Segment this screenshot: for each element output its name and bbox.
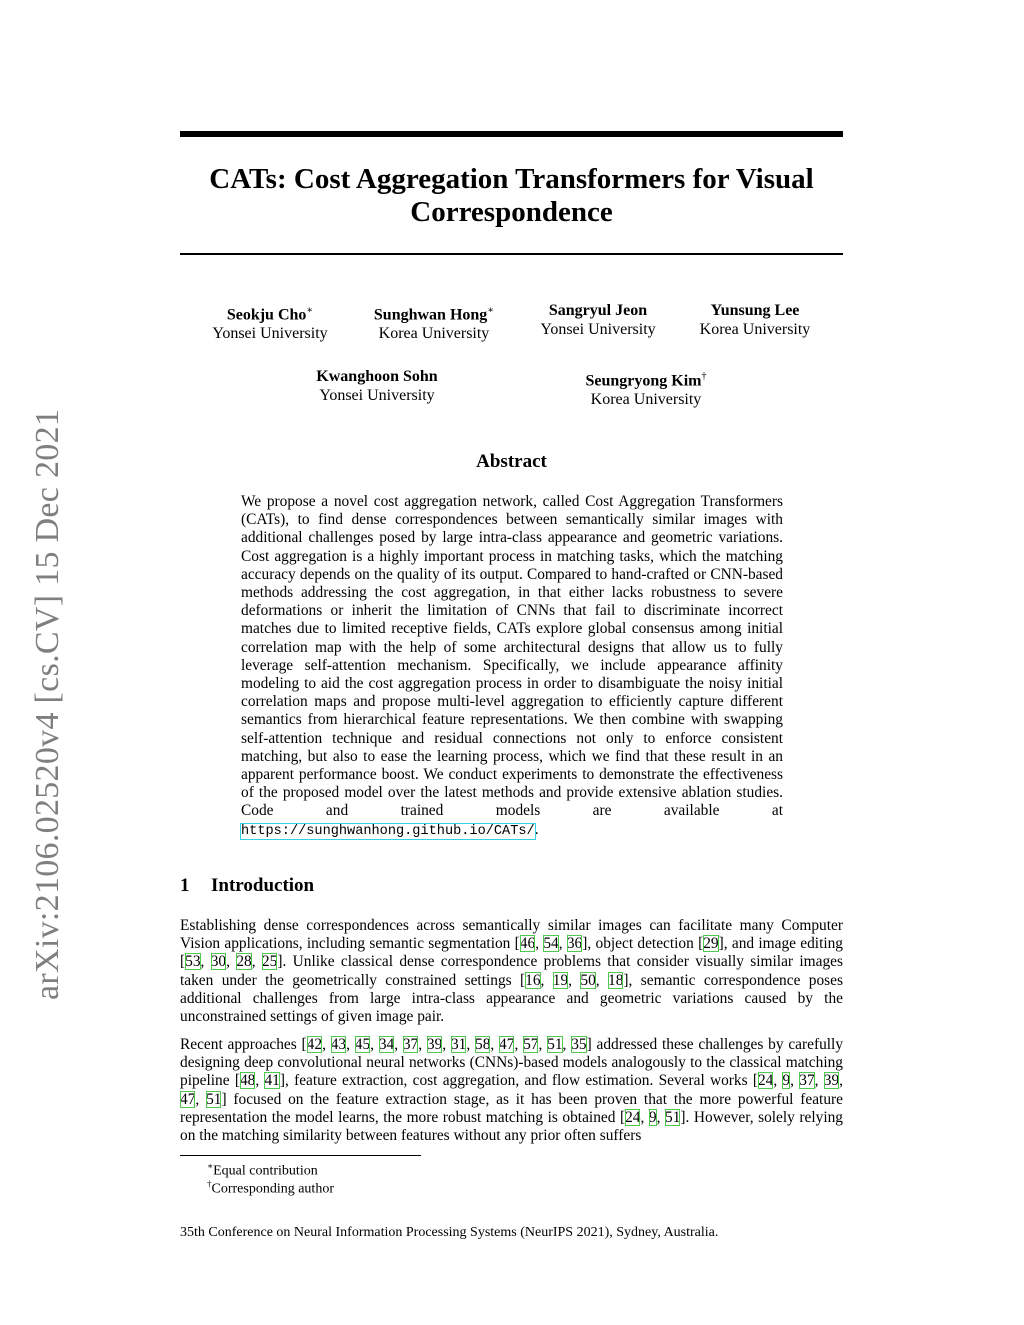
citation-link[interactable]: 57 (523, 1036, 539, 1053)
author-affiliation: Yonsei University (540, 321, 656, 338)
paragraph-text: ]. However, solely relying on the matching similarity between features without any prior often suffers (180, 1108, 844, 1145)
author-block (302, 367, 452, 405)
paragraph-text: , (466, 1036, 475, 1053)
citation-link[interactable]: 51 (206, 1090, 222, 1108)
paragraph-text: , (640, 1108, 649, 1126)
citation-link[interactable]: 19 (552, 971, 569, 989)
paragraph-text: , (442, 1036, 451, 1053)
paragraph-text: Establishing dense correspondences across semantically similar images can facilitate many Computer Vision applications, including semantic segmentation [ (180, 917, 843, 953)
author-affiliation: Korea University (590, 391, 702, 409)
paragraph-text: , (370, 1036, 379, 1053)
citation-link[interactable]: 41 (264, 1072, 280, 1090)
author-block (570, 367, 722, 409)
section-title: Introduction (211, 875, 315, 896)
author-affiliation: Yonsei University (212, 325, 328, 343)
citation-link[interactable]: 39 (426, 1036, 443, 1053)
citation-link[interactable]: 53 (185, 953, 201, 971)
paper-title (180, 163, 843, 229)
paragraph-text: ] focused on the feature extraction stage, as it has been proven that the more powerful feature representation the model learns, the more robust matching is obtained [ (180, 1090, 843, 1126)
intro-paragraph-1 (180, 917, 843, 1026)
paragraph-text: , (538, 1036, 548, 1053)
citation-link[interactable]: 34 (378, 1036, 395, 1053)
paragraph-text: ], feature extraction, cost aggregation, and flow estimation. Several works [ (279, 1072, 758, 1090)
paragraph-text: , (514, 1036, 524, 1053)
title-top-rule (180, 131, 843, 137)
author-block (200, 301, 340, 343)
author-affiliation: Yonsei University (319, 387, 435, 404)
paragraph-text: , (595, 971, 609, 989)
author-affiliation: Korea University (699, 321, 811, 338)
citation-link[interactable]: 9 (648, 1108, 657, 1126)
title-bottom-rule (180, 253, 843, 255)
intro-paragraph-2 (180, 1036, 843, 1145)
paragraph-text: , (540, 971, 553, 989)
citation-link[interactable]: 25 (261, 953, 278, 971)
paragraph-text: , (814, 1072, 824, 1090)
citation-link[interactable]: 39 (823, 1072, 840, 1090)
paragraph-text: , (535, 935, 544, 953)
paragraph-text: ]. Unlike classical dense correspondence problems that consider visually similar images taken under the geometrically constrained settings [ (180, 953, 843, 989)
citation-link[interactable]: 45 (354, 1036, 371, 1053)
paragraph-text: , (255, 1072, 265, 1090)
paragraph-text: , (251, 953, 262, 971)
paragraph-text: Recent approaches [ (180, 1036, 307, 1053)
code-url-link[interactable]: https://sunghwanhong.github.io/CATs/ (241, 823, 535, 839)
paragraph-text: , (226, 953, 237, 971)
paragraph-text: , (346, 1036, 355, 1053)
author-name: Seokju Cho∗ (226, 305, 314, 324)
conference-footer: 35th Conference on Neural Information Processing Systems (NeurIPS 2021), Sydney, Australia. (180, 1225, 719, 1240)
author-name: Seungryong Kim† (585, 371, 707, 390)
paragraph-text: , (562, 1036, 572, 1053)
footnote-corresponding-author: †Corresponding author (207, 1179, 334, 1197)
citation-link[interactable]: 50 (580, 971, 596, 989)
citation-link[interactable]: 28 (236, 953, 252, 971)
paragraph-text: ] addressed these challenges by carefully designing deep convolutional neural networks (CNNs)-based models analogously to the classical matching pipeline [ (180, 1036, 844, 1090)
citation-link[interactable]: 16 (525, 971, 541, 989)
title-line-2: Correspondence (410, 196, 613, 228)
author-name: Kwanghoon Sohn (316, 368, 438, 385)
paragraph-text: , (394, 1036, 403, 1053)
abstract-text: We propose a novel cost aggregation network, called Cost Aggregation Transformers (CATs), to find dense correspondences between semantically similar images with additional challenges posed by large intra-class appearance and geometric variations. Cost aggregation is a highly important process in matching tasks, which the matching accuracy depends on the quality of its output. Compared to hand-crafted or CNN-based methods addressing the cost aggregation, in that either lacks robustness to severe deformations or inherit the limitation of CNNs that fail to discriminate incorrect matches due to limited receptive fields, CATs explore global consensus among initial correlation map with the help of some architectural designs that allow us to fully leverage self-attention mechanism. Specifically, we include appearance affinity modeling to aid the cost aggregation process in order to disambiguate the noisy initial correlation maps and propose multi-level aggregation to efficiently capture different semantics from hierarchical feature representations. We then combine with swapping self-attention technique and residual connections not only to enforce consistent matching, but also to ease the learning process, which we find that these result in an apparent performance boost. We conduct experiments to demonstrate the effectiveness of the proposed model over the latest methods and provide extensive ablation studies. Code and trained models are available at (241, 493, 783, 820)
arxiv-sidebar-id: arXiv:2106.02520v4 [cs.CV] 15 Dec 2021 (29, 408, 66, 1000)
author-name: Sangryul Jeon (548, 302, 648, 319)
citation-link[interactable]: 47 (499, 1036, 515, 1053)
author-block (686, 301, 824, 339)
citation-link[interactable]: 37 (799, 1072, 815, 1090)
footnote-rule (180, 1155, 421, 1156)
paragraph-text: , (418, 1036, 427, 1053)
citation-link[interactable]: 9 (782, 1072, 791, 1090)
citation-link[interactable]: 46 (519, 935, 536, 953)
citation-link[interactable]: 31 (450, 1036, 467, 1053)
paragraph-text: , (322, 1036, 331, 1053)
citation-link[interactable]: 37 (402, 1036, 419, 1053)
paragraph-text: ], semantic correspondence poses additional challenges from large intra-class appearance and geometric variations caused by the unconstrained settings of given image pair. (180, 971, 843, 1026)
title-line-1: CATs: Cost Aggregation Transformers for Visual (209, 163, 814, 195)
paragraph-text: ], object detection [ (582, 935, 704, 953)
paragraph-text: , (195, 1090, 207, 1108)
citation-link[interactable]: 48 (239, 1072, 256, 1090)
citation-link[interactable]: 51 (665, 1108, 681, 1126)
paragraph-text: , (200, 953, 211, 971)
citation-link[interactable]: 24 (625, 1108, 641, 1126)
footnote-equal-contribution: ∗Equal contribution (207, 1161, 318, 1179)
paragraph-text: , (773, 1072, 783, 1090)
citation-link[interactable]: 43 (330, 1036, 347, 1053)
author-affiliation: Korea University (378, 325, 490, 343)
citation-link[interactable]: 24 (757, 1072, 774, 1090)
citation-link[interactable]: 18 (608, 971, 624, 989)
abstract-heading: Abstract (476, 451, 547, 472)
citation-link[interactable]: 58 (475, 1036, 491, 1053)
author-name: Sunghwan Hong∗ (373, 305, 495, 324)
section-heading-introduction (180, 875, 314, 897)
author-block (527, 301, 669, 339)
citation-link[interactable]: 54 (543, 935, 559, 953)
paragraph-text: , (656, 1108, 665, 1126)
author-name: Yunsung Lee (710, 302, 800, 319)
citation-link[interactable]: 42 (306, 1036, 323, 1053)
abstract-body: We propose a novel cost aggregation network, called Cost Aggregation Transformers (CATs), to find dense correspondences between semantically similar images with additional challenges posed by large intra-class appearance and geometric variations. Cost aggregation is a highly important process in matching tasks, which the matching accuracy depends on the quality of its output. Compared to hand-crafted or CNN-based methods addressing the cost aggregation, in that either lacks robustness to severe deformations or inherit the limitation of CNNs that fail to discriminate incorrect matches due to limited receptive fields, CATs explore global consensus among initial correlation map with the help of some architectural designs that allow us to fully leverage self-attention mechanism. Specifically, we include appearance affinity modeling to aid the cost aggregation process in order to disambiguate the noisy initial correlation maps and propose multi-level aggregation to efficiently capture different semantics from hierarchical feature representations. We then combine with swapping self-attention technique and residual connections not only to enforce consistent matching, but also to ease the learning process, which we find that these result in an apparent performance boost. We conduct experiments to demonstrate the effectiveness of the proposed model over the latest methods and provide extensive ablation studies. Code and trained models are available at https://sunghwanhong.github.io/CATs/. (241, 493, 783, 839)
paragraph-text: , (558, 935, 567, 953)
paragraph-text: , (568, 971, 581, 989)
citation-link[interactable]: 51 (547, 1036, 563, 1053)
citation-link[interactable]: 35 (571, 1036, 587, 1053)
paragraph-text: , (839, 1072, 844, 1090)
section-number: 1 (180, 875, 190, 896)
paragraph-text: , (490, 1036, 500, 1053)
citation-link[interactable]: 47 (180, 1090, 196, 1108)
author-block (361, 301, 507, 343)
paragraph-text: , (790, 1072, 800, 1090)
citation-link[interactable]: 29 (703, 935, 719, 953)
citation-link[interactable]: 36 (566, 935, 583, 953)
citation-link[interactable]: 30 (210, 953, 227, 971)
paragraph-text: ], and image editing [ (180, 935, 844, 971)
